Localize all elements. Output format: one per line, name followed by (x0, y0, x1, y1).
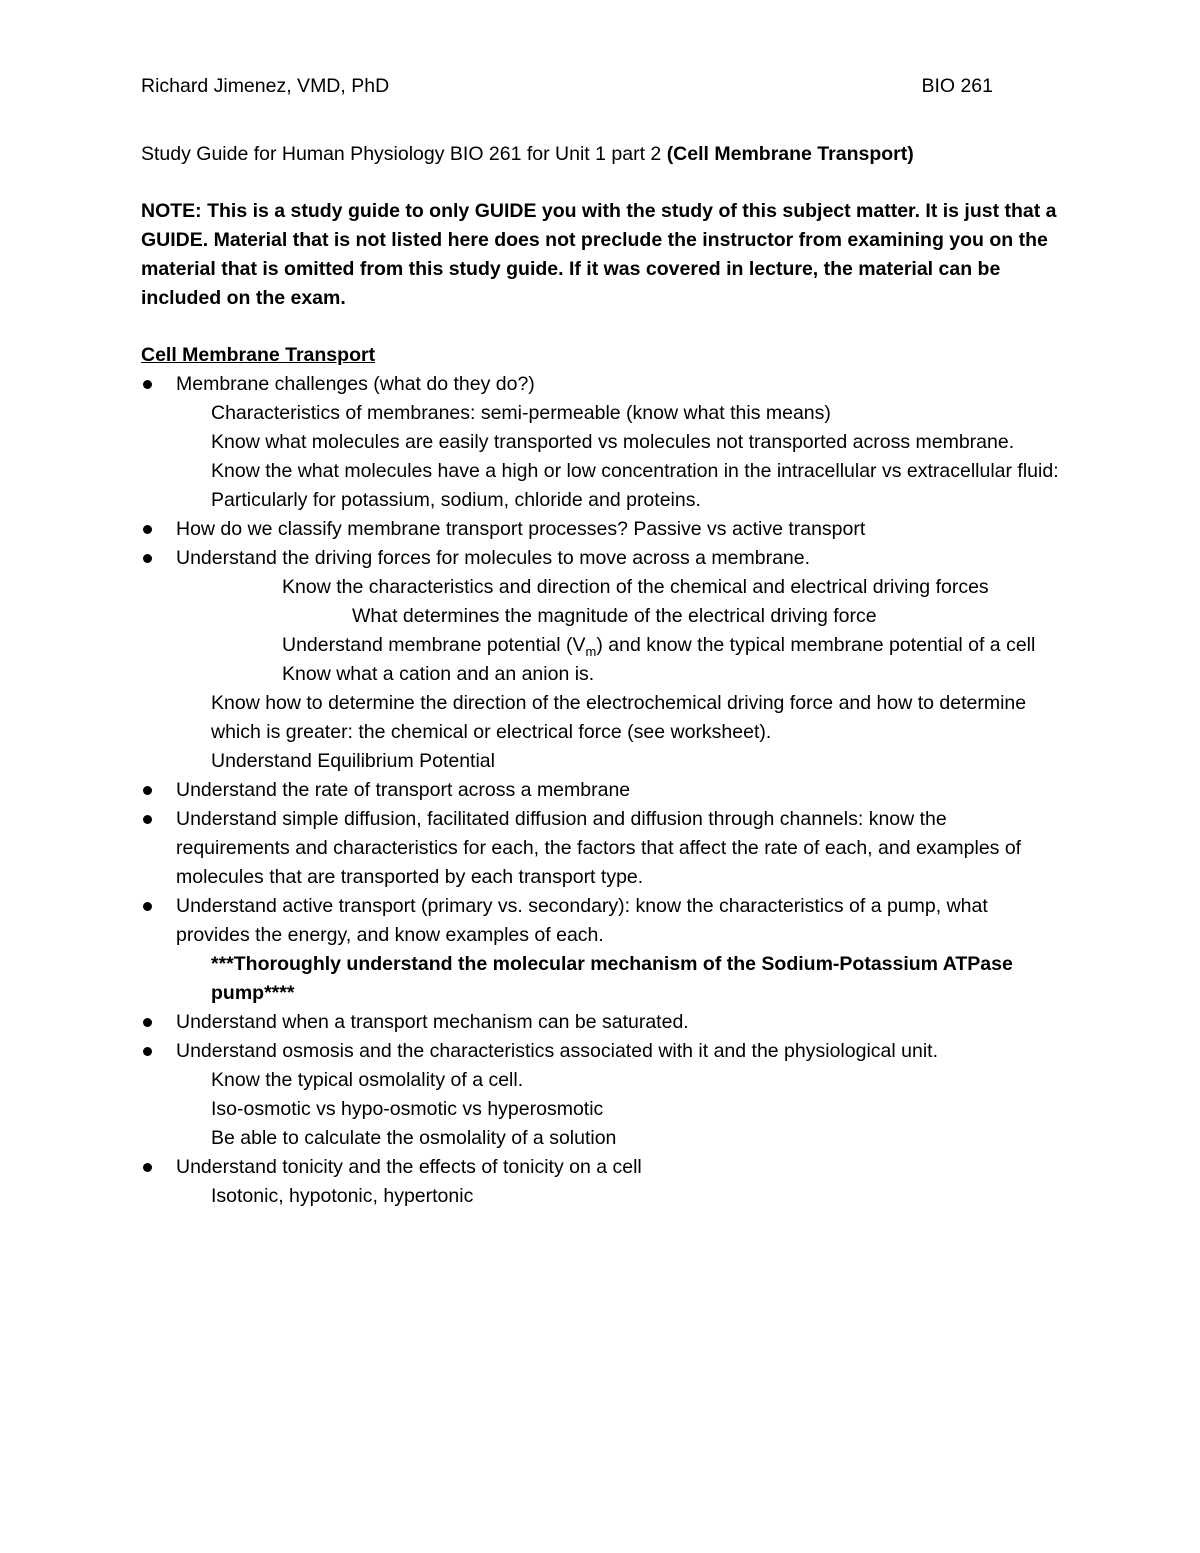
sub-item: Understand Equilibrium Potential (211, 750, 495, 772)
sub-item-emphasis: ***Thoroughly understand the molecular mechanism of the Sodium-Potassium ATPase pump**** (211, 953, 1013, 1004)
bullet-icon (143, 1047, 152, 1056)
sub-item: Characteristics of membranes: semi-permeable (know what this means) (211, 402, 831, 424)
study-guide-note: NOTE: This is a study guide to only GUIDE you with the study of this subject matter. It is just that a GUIDE. Material that is not listed here does not preclude the instructor from examining you on the material that is omitted from this study guide. If it was covered in lecture, the material can be included on the exam. (141, 200, 1057, 309)
list-item (141, 776, 1061, 805)
bullet-icon (143, 1018, 152, 1027)
list-item-text: Understand the driving forces for molecules to move across a membrane. (176, 547, 811, 569)
sub-item: Know how to determine the direction of the electrochemical driving force and how to determine which is greater: the chemical or electrical force (see worksheet). (211, 692, 1027, 743)
subscript-m: m (585, 643, 597, 659)
list-item (141, 370, 1061, 515)
bullet-icon (143, 786, 152, 795)
bullet-icon (143, 525, 152, 534)
page-header (141, 72, 993, 101)
section-title: Cell Membrane Transport (141, 344, 376, 366)
sub-item: Know what a cation and an anion is. (282, 663, 595, 685)
list-item (141, 1153, 1061, 1211)
list-item (141, 805, 1061, 892)
title-topic: (Cell Membrane Transport) (666, 143, 914, 165)
bullet-icon (143, 902, 152, 911)
list-item-text: Understand when a transport mechanism can be saturated. (176, 1011, 689, 1033)
list-item-text: Understand active transport (primary vs. secondary): know the characteristics of a pump, what provides the energy, and know examples of each. (176, 895, 988, 946)
author-name: Richard Jimenez, VMD, PhD (141, 75, 390, 97)
sub-item: Know what molecules are easily transported vs molecules not transported across membrane. (211, 431, 1015, 453)
sub-item: Be able to calculate the osmolality of a solution (211, 1127, 617, 1149)
list-item-text: How do we classify membrane transport processes? Passive vs active transport (176, 518, 866, 540)
list-item-text: Understand tonicity and the effects of tonicity on a cell (176, 1156, 642, 1178)
sub-sub-item: What determines the magnitude of the electrical driving force (352, 605, 877, 627)
membrane-potential-text-end: ) and know the typical membrane potential of a cell (596, 634, 1036, 656)
list-item (141, 1008, 1061, 1037)
bullet-icon (143, 815, 152, 824)
bullet-icon (143, 380, 152, 389)
sub-item: Iso-osmotic vs hypo-osmotic vs hyperosmotic (211, 1098, 604, 1120)
list-item-text: Understand osmosis and the characteristics associated with it and the physiological unit. (176, 1040, 938, 1062)
list-item-text: Understand the rate of transport across a membrane (176, 779, 631, 801)
list-item (141, 1037, 1061, 1153)
list-item-text: Membrane challenges (what do they do?) (176, 373, 535, 395)
list-item (141, 892, 1061, 1008)
sub-item: Know the what molecules have a high or low concentration in the intracellular vs extracellular fluid: Particularly for potassium, sodium, chloride and proteins. (211, 460, 1059, 511)
title-text: Study Guide for Human Physiology BIO 261 for Unit 1 part 2 (141, 143, 667, 165)
document-body (141, 140, 1061, 1211)
sub-item: Know the characteristics and direction of the chemical and electrical driving forces (282, 576, 989, 598)
list-item (141, 515, 1061, 544)
document-title (141, 140, 1061, 169)
bullet-icon (143, 554, 152, 563)
list-item-text: Understand simple diffusion, facilitated diffusion and diffusion through channels: know the requirements and characteristics for each, the factors that affect the rate of each, and examples of molecules that are transported by each transport type. (176, 808, 1022, 888)
list-item (141, 544, 1061, 776)
sub-item: Isotonic, hypotonic, hypertonic (211, 1185, 474, 1207)
topic-list (141, 370, 1061, 1211)
course-code: BIO 261 (921, 75, 993, 97)
bullet-icon (143, 1163, 152, 1172)
sub-item-membrane-potential (176, 631, 1061, 660)
membrane-potential-text: Understand membrane potential (V (282, 634, 586, 656)
sub-item: Know the typical osmolality of a cell. (211, 1069, 524, 1091)
